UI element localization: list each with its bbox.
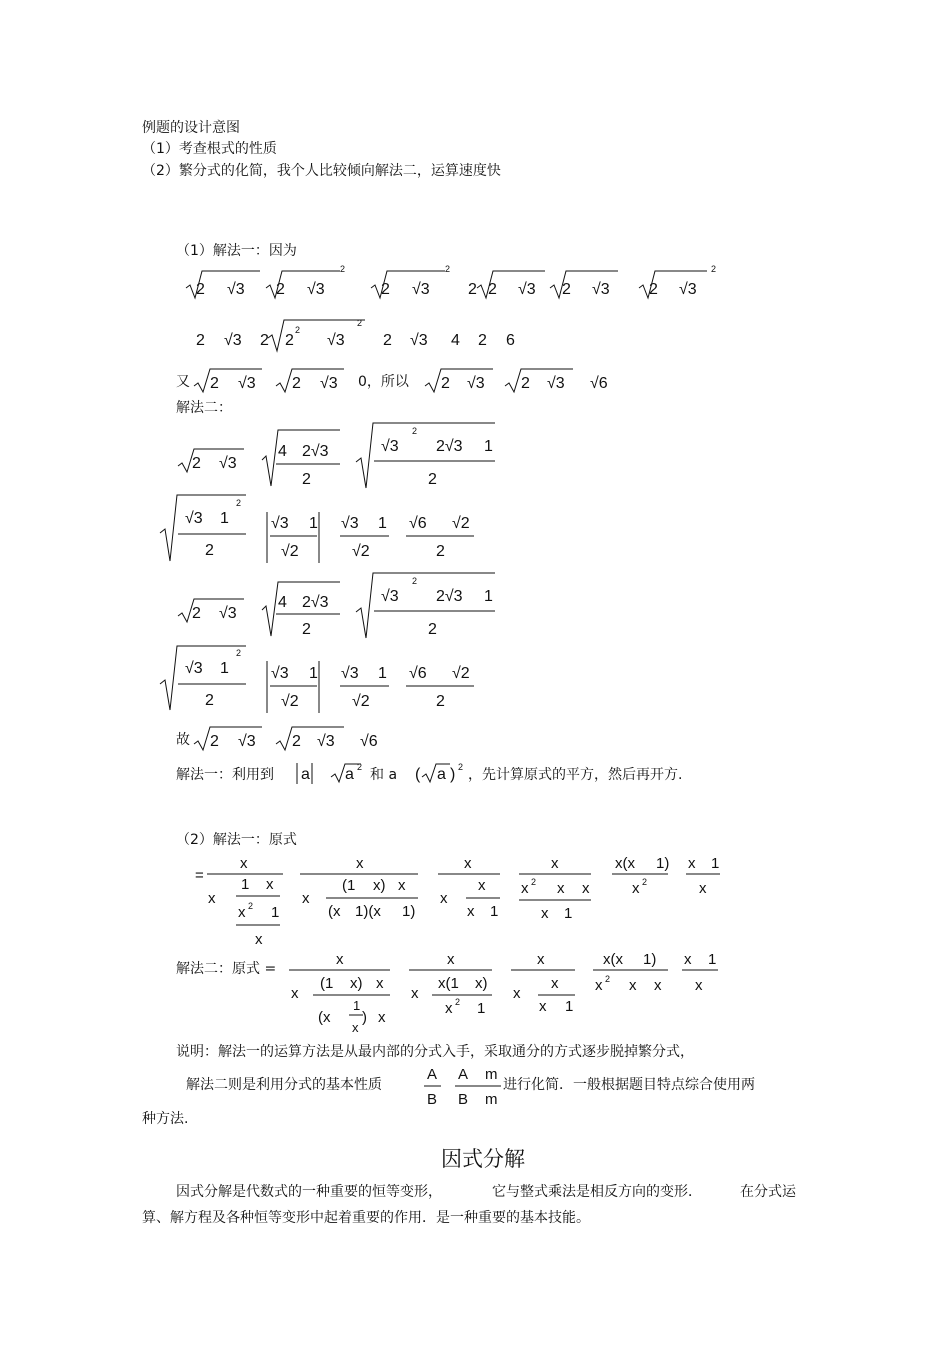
svg-text:x: x	[336, 951, 344, 968]
svg-text:2: 2	[295, 325, 301, 335]
method2-row-3	[178, 573, 495, 638]
svg-text:1: 1	[484, 588, 493, 605]
svg-text:1): 1)	[402, 903, 416, 920]
svg-text:√3: √3	[341, 665, 359, 682]
svg-text:√3: √3	[412, 281, 430, 298]
section-para-1a: 因式分解是代数式的一种重要的恒等变形，	[176, 1184, 442, 1200]
svg-text:2√3: 2√3	[302, 443, 329, 460]
svg-text:2: 2	[458, 762, 464, 772]
svg-text:1: 1	[565, 998, 574, 1015]
svg-text:√3: √3	[224, 332, 242, 349]
svg-text:1)(x: 1)(x	[355, 903, 381, 920]
svg-text:2: 2	[285, 332, 294, 349]
section-para-1b: 它与整式乘法是相反方向的变形．	[492, 1184, 702, 1200]
svg-text:√3: √3	[518, 281, 536, 298]
svg-text:√2: √2	[281, 693, 299, 710]
svg-text:√3: √3	[317, 733, 335, 750]
svg-text:2: 2	[292, 375, 301, 392]
svg-text:2: 2	[412, 426, 418, 436]
part1-summary-a: 解法一：利用到	[176, 767, 274, 783]
svg-text:2: 2	[236, 498, 242, 508]
svg-text:4: 4	[451, 332, 460, 349]
svg-text:x: x	[478, 877, 486, 894]
svg-text:(1: (1	[320, 975, 334, 992]
svg-text:2: 2	[381, 281, 390, 298]
svg-text:x: x	[684, 951, 692, 968]
svg-text:x: x	[521, 880, 529, 897]
svg-text:A: A	[458, 1066, 469, 1083]
svg-text:2: 2	[276, 281, 285, 298]
svg-text:x: x	[539, 998, 547, 1015]
svg-text:x: x	[445, 1000, 453, 1017]
svg-text:2√3: 2√3	[436, 438, 463, 455]
svg-text:B: B	[458, 1091, 469, 1108]
svg-text:2: 2	[196, 281, 205, 298]
svg-text:4: 4	[278, 443, 287, 460]
svg-text:x: x	[632, 880, 640, 897]
svg-text:1: 1	[378, 515, 387, 532]
svg-text:x: x	[302, 890, 310, 907]
svg-text:√2: √2	[452, 515, 470, 532]
svg-text:2: 2	[302, 471, 311, 488]
svg-text:2: 2	[412, 576, 418, 586]
svg-text:1): 1)	[656, 855, 670, 872]
svg-text:2: 2	[428, 471, 437, 488]
svg-text:√3: √3	[219, 605, 237, 622]
svg-text:√3: √3	[271, 665, 289, 682]
svg-text:x: x	[255, 931, 263, 948]
svg-text:√3: √3	[467, 375, 485, 392]
intent-title: 例题的设计意图	[142, 120, 240, 136]
svg-text:): )	[450, 766, 456, 783]
svg-text:6: 6	[506, 332, 515, 349]
svg-text:x: x	[699, 880, 707, 897]
svg-text:A: A	[427, 1066, 438, 1083]
svg-text:√3: √3	[679, 281, 697, 298]
svg-text:x: x	[266, 876, 274, 893]
svg-text:√3: √3	[185, 510, 203, 527]
svg-text:x: x	[378, 1009, 386, 1026]
svg-text:2: 2	[605, 974, 611, 984]
part1-method2-label: 解法二：	[176, 400, 232, 416]
svg-text:x(x: x(x	[615, 855, 635, 872]
formula-row-a	[186, 264, 716, 298]
summary-formula	[297, 762, 463, 784]
svg-text:x: x	[654, 977, 662, 994]
svg-text:√6: √6	[409, 665, 427, 682]
intent-item-2: （2）繁分式的化简，我个人比较倾向解法二，运算速度快	[142, 163, 501, 179]
svg-text:2: 2	[357, 318, 363, 328]
part1-zero-so: 0，所以	[358, 374, 409, 390]
svg-text:1: 1	[490, 903, 499, 920]
svg-text:√3: √3	[185, 660, 203, 677]
svg-text:2: 2	[248, 901, 254, 911]
svg-text:2: 2	[192, 605, 201, 622]
svg-text:x: x	[629, 977, 637, 994]
svg-text:√3: √3	[547, 375, 565, 392]
section-para-1c: 在分式运	[740, 1184, 796, 1200]
svg-text:√3: √3	[381, 588, 399, 605]
svg-text:1: 1	[309, 515, 318, 532]
svg-text:2: 2	[205, 542, 214, 559]
svg-text:x: x	[551, 975, 559, 992]
svg-text:2: 2	[236, 648, 242, 658]
svg-text:2: 2	[357, 762, 363, 772]
svg-text:2: 2	[205, 692, 214, 709]
explain-line-2a: 解法二则是利用分式的基本性质	[186, 1077, 382, 1093]
part2-method2-label: 解法二：原式 =	[176, 961, 277, 977]
svg-text:a: a	[437, 766, 446, 783]
svg-text:2: 2	[441, 375, 450, 392]
svg-text:2√3: 2√3	[436, 588, 463, 605]
explain-line-1: 说明：解法一的运算方法是从最内部的分式入手，采取通分的方式逐步脱掉繁分式，	[176, 1044, 694, 1060]
svg-text:√3: √3	[381, 438, 399, 455]
part1-heading: （1）解法一：因为	[176, 243, 297, 259]
svg-text:2: 2	[478, 332, 487, 349]
svg-text:√3: √3	[219, 455, 237, 472]
svg-text:x: x	[557, 880, 565, 897]
explain-formula	[424, 1066, 501, 1108]
svg-text:√2: √2	[352, 543, 370, 560]
svg-text:2: 2	[436, 543, 445, 560]
svg-text:x: x	[467, 903, 475, 920]
svg-text:m: m	[485, 1091, 498, 1108]
svg-text:√2: √2	[281, 543, 299, 560]
svg-text:2: 2	[428, 621, 437, 638]
svg-text:√3: √3	[307, 281, 325, 298]
svg-text:√3: √3	[410, 332, 428, 349]
svg-text:x: x	[240, 855, 248, 872]
svg-text:x): x)	[475, 975, 488, 992]
svg-text:x: x	[356, 855, 364, 872]
svg-text:√6: √6	[590, 375, 608, 392]
method2-row-1	[178, 423, 495, 488]
svg-text:√3: √3	[238, 375, 256, 392]
svg-text:1: 1	[220, 510, 229, 527]
svg-text:x: x	[595, 977, 603, 994]
svg-text:x(x: x(x	[603, 951, 623, 968]
svg-text:√3: √3	[227, 281, 245, 298]
part1-therefore: 故	[176, 732, 190, 748]
part1-summary-and: 和 a	[370, 767, 398, 783]
svg-text:x: x	[464, 855, 472, 872]
formula-row-c	[194, 369, 608, 392]
svg-text:x: x	[376, 975, 384, 992]
svg-text:x: x	[447, 951, 455, 968]
svg-text:B: B	[427, 1091, 438, 1108]
svg-text:a: a	[345, 766, 354, 783]
svg-text:4: 4	[278, 594, 287, 611]
svg-text:1: 1	[220, 660, 229, 677]
svg-text:x(1: x(1	[438, 975, 459, 992]
svg-text:2: 2	[196, 332, 205, 349]
svg-text:1: 1	[241, 876, 250, 893]
svg-text:2: 2	[488, 281, 497, 298]
svg-text:(x: (x	[318, 1009, 331, 1026]
formula-row-b	[196, 318, 515, 351]
svg-text:x: x	[537, 951, 545, 968]
svg-text:x): x)	[350, 975, 363, 992]
svg-text:x: x	[398, 877, 406, 894]
svg-text:1): 1)	[643, 951, 657, 968]
svg-text:√3: √3	[592, 281, 610, 298]
svg-text:x): x)	[373, 877, 386, 894]
svg-text:x: x	[688, 855, 696, 872]
svg-text:2: 2	[340, 264, 346, 274]
svg-text:1: 1	[564, 905, 573, 922]
svg-text:1: 1	[711, 855, 720, 872]
svg-text:x: x	[695, 977, 703, 994]
svg-text:√2: √2	[452, 665, 470, 682]
section-title: 因式分解	[441, 1147, 525, 1171]
svg-text:(: (	[415, 766, 421, 783]
svg-text:2: 2	[210, 375, 219, 392]
therefore-formula	[194, 727, 378, 750]
svg-text:1: 1	[271, 904, 280, 921]
part2-heading: （2）解法一：原式	[176, 832, 297, 848]
svg-text:x: x	[551, 855, 559, 872]
svg-text:√3: √3	[271, 515, 289, 532]
svg-text:1: 1	[477, 1000, 486, 1017]
svg-text:2: 2	[468, 281, 477, 298]
svg-text:x: x	[238, 904, 246, 921]
svg-text:2: 2	[192, 455, 201, 472]
explain-line-3: 种方法.	[142, 1111, 189, 1127]
svg-text:x: x	[582, 880, 590, 897]
svg-text:m: m	[485, 1066, 498, 1083]
svg-text:2: 2	[455, 997, 461, 1007]
svg-text:2: 2	[521, 375, 530, 392]
svg-text:a: a	[301, 766, 310, 783]
svg-text:2: 2	[711, 264, 717, 274]
svg-text:2: 2	[302, 621, 311, 638]
svg-text:x: x	[291, 985, 299, 1002]
svg-text:x: x	[352, 1020, 359, 1035]
svg-text:x: x	[208, 890, 216, 907]
explain-line-2b: 进行化简．一般根据题目特点综合使用两	[503, 1077, 755, 1093]
section-para-2: 算、解方程及各种恒等变形中起着重要的作用．是一种重要的基本技能。	[142, 1210, 590, 1226]
svg-text:2: 2	[562, 281, 571, 298]
svg-text:1: 1	[378, 665, 387, 682]
part2-method2-formula	[289, 951, 718, 1035]
svg-text:2: 2	[531, 877, 537, 887]
svg-text:x: x	[411, 985, 419, 1002]
intent-item-1: （1）考查根式的性质	[142, 141, 277, 157]
method2-row-2	[160, 495, 474, 563]
svg-text:1: 1	[353, 998, 361, 1013]
svg-text:√6: √6	[409, 515, 427, 532]
svg-text:(x: (x	[328, 903, 341, 920]
svg-text:2: 2	[292, 733, 301, 750]
svg-text:2√3: 2√3	[302, 594, 329, 611]
svg-text:1: 1	[484, 438, 493, 455]
svg-text:√2: √2	[352, 693, 370, 710]
svg-text:√3: √3	[320, 375, 338, 392]
svg-text:1: 1	[708, 951, 717, 968]
svg-text:x: x	[440, 890, 448, 907]
svg-text:2: 2	[210, 733, 219, 750]
svg-text:2: 2	[649, 281, 658, 298]
svg-text:√3: √3	[341, 515, 359, 532]
part1-you: 又	[176, 374, 190, 390]
svg-text:2: 2	[436, 693, 445, 710]
svg-text:√3: √3	[238, 733, 256, 750]
svg-text:2: 2	[642, 877, 648, 887]
part2-method1-formula	[195, 855, 720, 948]
svg-text:√6: √6	[360, 733, 378, 750]
svg-text:): )	[362, 1009, 367, 1026]
svg-text:=: =	[195, 867, 204, 884]
svg-text:2: 2	[445, 264, 451, 274]
svg-text:√3: √3	[327, 332, 345, 349]
svg-text:2: 2	[260, 332, 269, 349]
svg-text:x: x	[513, 985, 521, 1002]
svg-text:2: 2	[383, 332, 392, 349]
part1-summary-b: ，先计算原式的平方，然后再开方.	[468, 767, 683, 783]
method2-row-4	[160, 646, 474, 713]
svg-text:1: 1	[309, 665, 318, 682]
svg-text:x: x	[541, 905, 549, 922]
svg-text:(1: (1	[342, 877, 356, 894]
